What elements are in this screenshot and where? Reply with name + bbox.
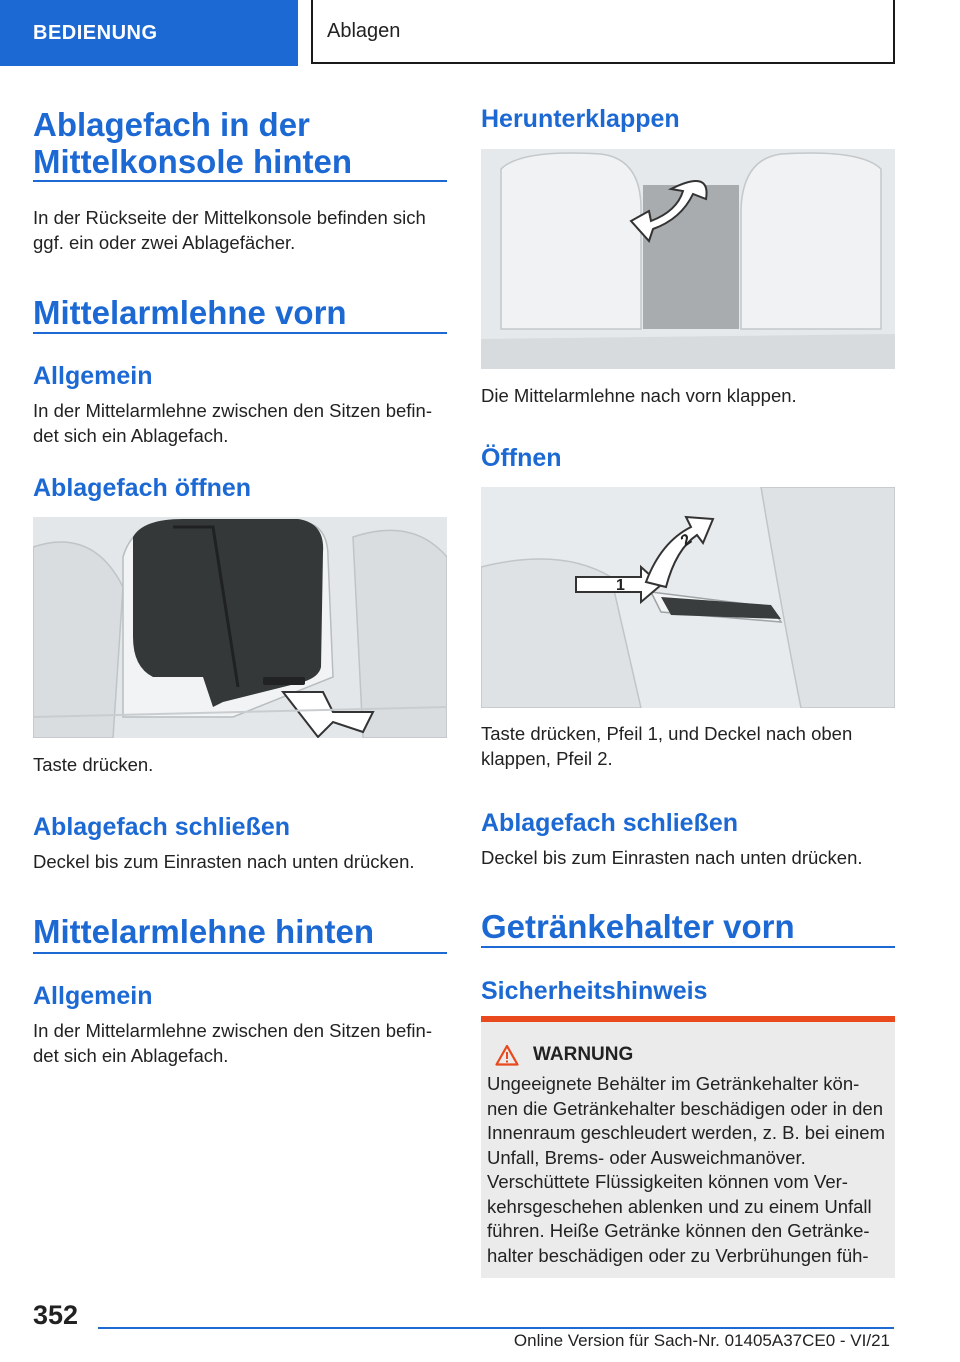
warning-header <box>495 1044 887 1066</box>
heading-cupholder-front: Getränkehalter vorn <box>481 908 795 945</box>
warning-box <box>481 1022 895 1278</box>
paragraph-rear-general: In der Mittelarmlehne zwischen den Sitzen befin-det sich ein Ablagefach. <box>33 1020 432 1066</box>
heading-rear-armrest: Mittelarmlehne hinten <box>33 913 375 950</box>
heading-fold-down: Herunterklappen <box>481 105 680 133</box>
paragraph-console: In der Rückseite der Mittelkonsole befinden sich ggf. ein oder zwei Ablagefächer. <box>33 207 426 253</box>
page-number: 352 <box>33 1300 79 1330</box>
heading-rear-general: Allgemein <box>33 982 153 1010</box>
caption-open-rear: Taste drücken, Pfeil 1, und Deckel nach oben klappen, Pfeil 2. <box>481 723 853 769</box>
chapter-title: Ablagen <box>311 0 895 64</box>
heading-close-compartment: Ablagefach schließen <box>33 813 291 841</box>
heading-rule <box>33 332 447 334</box>
heading-rule <box>33 180 447 182</box>
footer-text: Online Version für Sach-Nr. 01405A37CE0 - VI/21 <box>513 1331 890 1350</box>
illustration-fold-down <box>481 149 895 369</box>
heading-front-general: Allgemein <box>33 362 153 390</box>
heading-open-compartment: Ablagefach öffnen <box>33 474 252 502</box>
heading-safety: Sicherheitshinweis <box>481 977 708 1005</box>
caption-open: Taste drücken. <box>33 754 154 775</box>
footer-rule <box>98 1327 894 1329</box>
heading-rule <box>33 952 447 954</box>
caption-fold-down: Die Mittelarmlehne nach vorn klappen. <box>481 385 797 406</box>
illustration-front-armrest <box>33 517 447 738</box>
warning-title: WARNUNG <box>533 1044 634 1065</box>
heading-close-rear: Ablagefach schließen <box>481 809 739 837</box>
warning-triangle-icon <box>495 1044 519 1066</box>
heading-open-rear: Öffnen <box>481 444 562 472</box>
section-tab: BEDIENUNG <box>0 0 298 66</box>
arrow-label-2: 2 <box>677 531 695 551</box>
heading-console-storage: Ablagefach in der Mittelkonsole hinten <box>33 106 353 180</box>
paragraph-close: Deckel bis zum Einrasten nach unten drücken. <box>33 851 415 872</box>
paragraph-front-general: In der Mittelarmlehne zwischen den Sitzen befin-det sich ein Ablagefach. <box>33 400 432 446</box>
illustration-open-rear <box>481 487 895 708</box>
arrow-label-1: 1 <box>616 577 625 594</box>
warning-text: Ungeeignete Behälter im Getränkehalter kön-nen die Getränkehalter beschädigen oder in den Innenraum geschleudert werden, z. B. bei einem Unfall, Brems- oder Ausweichmanöver. Verschüttete Flüssigkeiten können vom Ver-kehrsgeschehen ablenken und zu einem Unfall führen. Heiße Getränke können den Getränke-halter beschädigen oder zu Verbrühungen füh- <box>487 1073 885 1266</box>
heading-rule <box>481 946 895 948</box>
paragraph-close-rear: Deckel bis zum Einrasten nach unten drücken. <box>481 847 863 868</box>
heading-front-armrest: Mittelarmlehne vorn <box>33 294 347 331</box>
